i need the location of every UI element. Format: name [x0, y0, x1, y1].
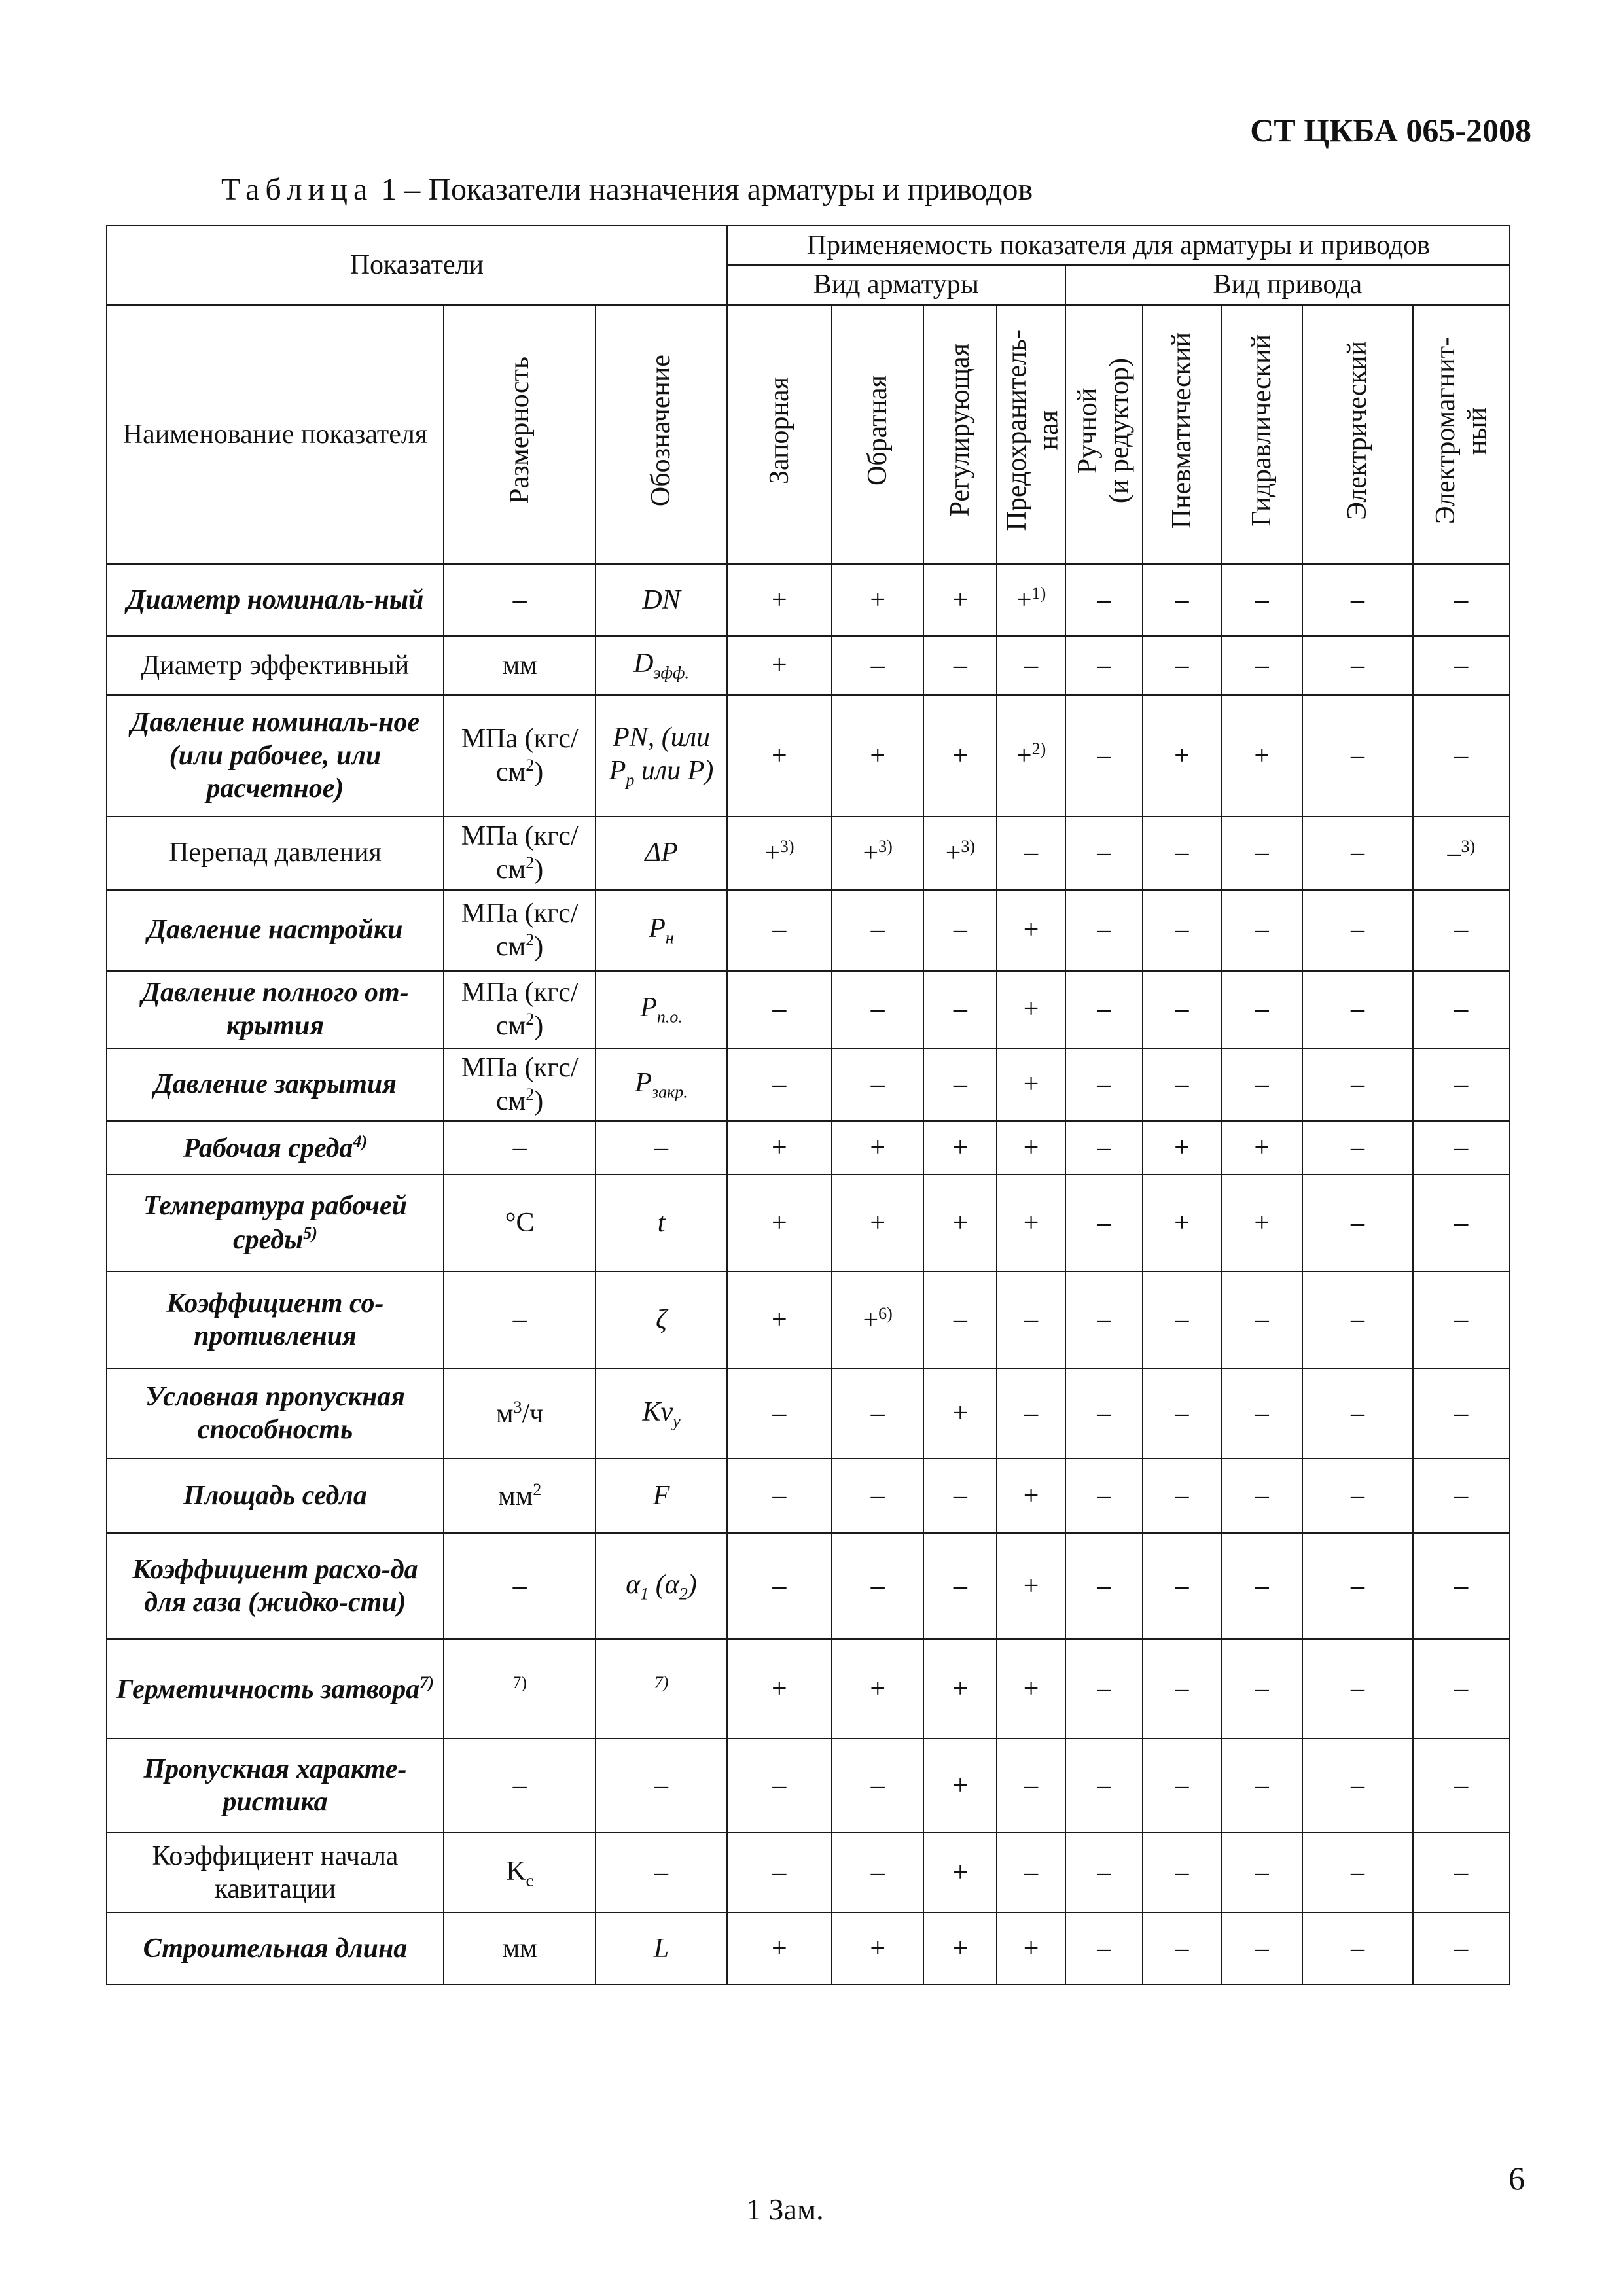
designation-cell: $\alpha_1$ $(\alpha_2)$ — [596, 1533, 726, 1639]
indicator-name: Рабочая среда$^{4)}$ — [107, 1121, 444, 1174]
applicability-mark: + — [997, 1533, 1065, 1639]
applicability-mark: + — [923, 1368, 997, 1458]
applicability-mark: – — [1065, 1833, 1143, 1913]
table-row — [107, 890, 1510, 971]
applicability-mark: – — [1065, 1271, 1143, 1368]
applicability-mark: + — [727, 1913, 832, 1985]
applicability-mark: + — [1143, 695, 1221, 817]
indicator-name: Коэффициент со-противления — [107, 1271, 444, 1368]
applicability-mark: – — [1065, 1913, 1143, 1985]
applicability-mark: – — [1302, 890, 1412, 971]
indicator-name: Коэффициент начала кавитации — [107, 1833, 444, 1913]
designation-cell: $D_{эфф.}$ — [596, 636, 726, 695]
header-fitting-check: Обратная — [832, 305, 923, 564]
applicability-mark: – — [1413, 1639, 1510, 1739]
table-row — [107, 1739, 1510, 1833]
applicability-mark: + — [727, 564, 832, 636]
applicability-mark: – — [832, 1833, 923, 1913]
applicability-mark: +$^{2)}$ — [997, 695, 1065, 817]
designation-cell: t — [596, 1174, 726, 1271]
table-row — [107, 971, 1510, 1048]
applicability-mark: – — [1302, 1833, 1412, 1913]
applicability-mark: – — [923, 636, 997, 695]
applicability-mark: – — [1302, 1048, 1412, 1122]
applicability-mark: + — [923, 1833, 997, 1913]
applicability-mark: – — [832, 1739, 923, 1833]
applicability-mark: – — [1143, 1048, 1221, 1122]
applicability-mark: +$^{1)}$ — [997, 564, 1065, 636]
applicability-mark: +$^{6)}$ — [832, 1271, 923, 1368]
applicability-mark: – — [1143, 1271, 1221, 1368]
dimension-cell: мм — [444, 1913, 596, 1985]
applicability-mark: – — [1065, 1458, 1143, 1533]
applicability-mark: + — [997, 1458, 1065, 1533]
designation-cell: – — [596, 1833, 726, 1913]
applicability-mark: + — [727, 695, 832, 817]
dimension-cell: – — [444, 1121, 596, 1174]
applicability-mark: – — [1413, 1271, 1510, 1368]
dimension-cell: – — [444, 1271, 596, 1368]
applicability-mark: – — [997, 1739, 1065, 1833]
applicability-mark: – — [1413, 695, 1510, 817]
applicability-mark: – — [1302, 971, 1412, 1048]
applicability-mark: + — [997, 1913, 1065, 1985]
amendment-note: 1 Зам. — [746, 2193, 824, 2226]
applicability-mark: – — [923, 1458, 997, 1533]
indicator-name: Диаметр номиналь-ный — [107, 564, 444, 636]
dimension-cell: – — [444, 564, 596, 636]
applicability-mark: + — [997, 890, 1065, 971]
applicability-mark: – — [1413, 971, 1510, 1048]
applicability-mark: – — [1413, 1833, 1510, 1913]
applicability-mark: + — [727, 1271, 832, 1368]
applicability-mark: – — [1143, 1833, 1221, 1913]
table-row — [107, 1833, 1510, 1913]
dimension-cell: МПа $(кгс/см^2)$ — [444, 817, 596, 890]
applicability-mark: – — [1302, 1739, 1412, 1833]
table-row — [107, 1048, 1510, 1122]
applicability-mark: – — [1413, 564, 1510, 636]
applicability-mark: +$^{3)}$ — [923, 817, 997, 890]
applicability-mark: – — [1413, 1048, 1510, 1122]
header-fitting-safety: Предохранитель- ная — [997, 305, 1065, 564]
applicability-mark: – — [832, 1458, 923, 1533]
applicability-mark: – — [923, 1533, 997, 1639]
applicability-mark: – — [1413, 1533, 1510, 1639]
applicability-mark: – — [1221, 1639, 1302, 1739]
applicability-mark: – — [997, 1833, 1065, 1913]
dimension-cell: МПа $(кгс/см^2)$ — [444, 971, 596, 1048]
applicability-mark: – — [1302, 1271, 1412, 1368]
applicability-mark: – — [832, 1533, 923, 1639]
indicator-name: Давление номиналь-ное (или рабочее, или расчетное) — [107, 695, 444, 817]
applicability-mark: – — [727, 1368, 832, 1458]
applicability-mark: + — [1221, 1121, 1302, 1174]
indicator-name: Площадь седла — [107, 1458, 444, 1533]
indicator-name: Перепад давления — [107, 817, 444, 890]
applicability-mark: – — [1065, 1739, 1143, 1833]
designation-cell: 7) — [596, 1639, 726, 1739]
designation-cell: $Kv_y$ — [596, 1368, 726, 1458]
indicator-name: Герметичность затвора$^{7)}$ — [107, 1639, 444, 1739]
applicability-mark: – — [832, 1368, 923, 1458]
header-name: Наименование показателя — [107, 305, 444, 564]
applicability-mark: + — [997, 1048, 1065, 1122]
applicability-mark: + — [832, 1913, 923, 1985]
designation-cell: PN, (или $P_р$ или P) — [596, 695, 726, 817]
applicability-mark: +$^{3)}$ — [727, 817, 832, 890]
applicability-mark: – — [923, 890, 997, 971]
indicator-name: Температура рабочей среды$^{5)}$ — [107, 1174, 444, 1271]
applicability-mark: – — [727, 971, 832, 1048]
applicability-mark: – — [997, 1271, 1065, 1368]
applicability-mark: – — [1143, 564, 1221, 636]
caption-dash: – — [404, 172, 421, 207]
applicability-mark: + — [923, 1739, 997, 1833]
applicability-mark: – — [1143, 1913, 1221, 1985]
applicability-mark: + — [832, 564, 923, 636]
dimension-cell: МПа $(кгс/см^2)$ — [444, 890, 596, 971]
designation-cell: F — [596, 1458, 726, 1533]
applicability-mark: – — [1143, 1739, 1221, 1833]
applicability-mark: + — [1221, 1174, 1302, 1271]
applicability-mark: + — [1221, 695, 1302, 817]
designation-cell: $P_{закр.}$ — [596, 1048, 726, 1122]
applicability-mark: – — [1221, 1739, 1302, 1833]
applicability-mark: + — [997, 1639, 1065, 1739]
applicability-mark: – — [1302, 564, 1412, 636]
applicability-mark: – — [923, 1048, 997, 1122]
applicability-mark: + — [923, 1174, 997, 1271]
applicability-mark: – — [1413, 890, 1510, 971]
applicability-mark: – — [1065, 1121, 1143, 1174]
indicator-name: Условная пропускная способность — [107, 1368, 444, 1458]
applicability-mark: – — [727, 1048, 832, 1122]
applicability-mark: – — [1221, 1833, 1302, 1913]
caption-label: Таблица — [221, 172, 374, 207]
applicability-mark: – — [1065, 1048, 1143, 1122]
dimension-cell: МПа $(кгс/см^2)$ — [444, 695, 596, 817]
header-fitting-shutoff: Запорная — [727, 305, 832, 564]
applicability-mark: – — [1065, 636, 1143, 695]
applicability-mark: – — [1302, 1174, 1412, 1271]
caption-text: Показатели назначения арматуры и приводов — [428, 172, 1033, 207]
caption-number: 1 — [381, 172, 397, 207]
dimension-cell: °C — [444, 1174, 596, 1271]
applicability-mark: + — [923, 564, 997, 636]
applicability-mark: – — [1413, 1739, 1510, 1833]
applicability-mark: – — [1065, 1174, 1143, 1271]
applicability-mark: – — [1413, 1121, 1510, 1174]
applicability-mark: – — [1302, 1458, 1412, 1533]
dimension-cell: $м^3/ч$ — [444, 1368, 596, 1458]
applicability-mark: – — [1065, 1368, 1143, 1458]
applicability-mark: –$^{3)}$ — [1413, 817, 1510, 890]
applicability-mark: – — [997, 1368, 1065, 1458]
applicability-mark: + — [832, 1121, 923, 1174]
applicability-mark: – — [1143, 1639, 1221, 1739]
dimension-cell: МПа $(кгс/см^2)$ — [444, 1048, 596, 1122]
applicability-mark: – — [1143, 1458, 1221, 1533]
applicability-mark: – — [1413, 636, 1510, 695]
applicability-mark: – — [1302, 695, 1412, 817]
applicability-mark: + — [832, 1174, 923, 1271]
applicability-mark: + — [923, 1913, 997, 1985]
applicability-mark: – — [1065, 890, 1143, 971]
applicability-mark: – — [832, 1048, 923, 1122]
dimension-cell: мм — [444, 636, 596, 695]
applicability-mark: – — [727, 1739, 832, 1833]
header-dimension: Размерность — [444, 305, 596, 564]
designation-cell: L — [596, 1913, 726, 1985]
applicability-mark: – — [1413, 1368, 1510, 1458]
applicability-mark: – — [1143, 890, 1221, 971]
applicability-mark: – — [1302, 1121, 1412, 1174]
applicability-mark: – — [1221, 1913, 1302, 1985]
dimension-cell: $мм^2$ — [444, 1458, 596, 1533]
applicability-mark: – — [1302, 1639, 1412, 1739]
applicability-mark: – — [832, 971, 923, 1048]
table-row — [107, 1913, 1510, 1985]
header-drive-pneumatic: Пневматический — [1143, 305, 1221, 564]
header-drive-hydraulic: Гидравлический — [1221, 305, 1302, 564]
indicator-name: Давление закрытия — [107, 1048, 444, 1122]
applicability-mark: – — [727, 1833, 832, 1913]
designation-cell: – — [596, 1121, 726, 1174]
applicability-mark: – — [923, 971, 997, 1048]
applicability-mark: – — [1143, 817, 1221, 890]
table-body — [107, 564, 1510, 1985]
header-drive-electromagnetic: Электромагнит- ный — [1413, 305, 1510, 564]
applicability-mark: + — [923, 1639, 997, 1739]
applicability-mark: – — [1221, 890, 1302, 971]
indicator-name: Строительная длина — [107, 1913, 444, 1985]
applicability-mark: + — [923, 695, 997, 817]
applicability-mark: – — [1221, 1533, 1302, 1639]
designation-cell: DN — [596, 564, 726, 636]
table-row — [107, 1121, 1510, 1174]
applicability-mark: + — [727, 636, 832, 695]
applicability-mark: + — [923, 1121, 997, 1174]
table-row — [107, 1174, 1510, 1271]
applicability-mark: + — [832, 695, 923, 817]
applicability-mark: – — [1221, 564, 1302, 636]
table-row — [107, 1639, 1510, 1739]
applicability-mark: + — [1143, 1121, 1221, 1174]
table-caption — [221, 171, 1033, 207]
designation-cell: ΔP — [596, 817, 726, 890]
applicability-mark: – — [1221, 971, 1302, 1048]
header-drive-manual: Ручной (и редуктор) — [1065, 305, 1143, 564]
table-row — [107, 817, 1510, 890]
table-row — [107, 1271, 1510, 1368]
designation-cell: $P_н$ — [596, 890, 726, 971]
applicability-mark: – — [1413, 1913, 1510, 1985]
applicability-mark: – — [1065, 1639, 1143, 1739]
designation-cell: ζ — [596, 1271, 726, 1368]
applicability-mark: – — [1221, 1048, 1302, 1122]
header-drive-electric: Электрический — [1302, 305, 1412, 564]
designation-cell: – — [596, 1739, 726, 1833]
page-number: 6 — [1508, 2160, 1525, 2197]
applicability-mark: – — [1413, 1458, 1510, 1533]
indicator-name: Давление полного от-крытия — [107, 971, 444, 1048]
indicator-name: Пропускная характе-ристика — [107, 1739, 444, 1833]
applicability-mark: – — [727, 1458, 832, 1533]
applicability-mark: – — [923, 1271, 997, 1368]
indicator-name: Диаметр эффективный — [107, 636, 444, 695]
dimension-cell: – — [444, 1739, 596, 1833]
applicability-mark: – — [1221, 817, 1302, 890]
document-id: СТ ЦКБА 065-2008 — [1250, 112, 1531, 149]
table-row — [107, 1458, 1510, 1533]
applicability-mark: – — [1221, 1458, 1302, 1533]
applicability-mark: – — [832, 636, 923, 695]
applicability-mark: – — [1143, 636, 1221, 695]
applicability-mark: – — [1221, 1271, 1302, 1368]
header-indicators: Показатели — [107, 226, 727, 305]
applicability-mark: – — [1302, 1533, 1412, 1639]
applicability-mark: +$^{3)}$ — [832, 817, 923, 890]
applicability-mark: – — [1302, 636, 1412, 695]
applicability-mark: – — [1143, 1533, 1221, 1639]
applicability-mark: – — [1302, 1913, 1412, 1985]
header-fitting-control: Регулирующая — [923, 305, 997, 564]
dimension-cell: $K_c$ — [444, 1833, 596, 1913]
applicability-mark: – — [1065, 817, 1143, 890]
applicability-mark: – — [1221, 636, 1302, 695]
header-drive-type: Вид привода — [1065, 265, 1510, 304]
applicability-mark: – — [727, 1533, 832, 1639]
dimension-cell: 7) — [444, 1639, 596, 1739]
indicator-name: Коэффициент расхо-да для газа (жидко-сти) — [107, 1533, 444, 1639]
applicability-mark: – — [997, 636, 1065, 695]
applicability-mark: – — [1302, 1368, 1412, 1458]
indicator-name: Давление настройки — [107, 890, 444, 971]
table-row — [107, 1368, 1510, 1458]
applicability-mark: – — [1221, 1368, 1302, 1458]
designation-cell: $P_{п.о.}$ — [596, 971, 726, 1048]
applicability-mark: + — [997, 971, 1065, 1048]
applicability-mark: + — [727, 1121, 832, 1174]
table-row — [107, 636, 1510, 695]
applicability-mark: – — [1065, 1533, 1143, 1639]
applicability-mark: – — [832, 890, 923, 971]
applicability-mark: – — [727, 890, 832, 971]
applicability-mark: – — [1065, 695, 1143, 817]
applicability-mark: + — [997, 1174, 1065, 1271]
applicability-mark: – — [1143, 1368, 1221, 1458]
indicators-table — [106, 225, 1510, 1985]
table-row — [107, 695, 1510, 817]
header-designation: Обозначение — [596, 305, 726, 564]
table-row — [107, 1533, 1510, 1639]
applicability-mark: + — [832, 1639, 923, 1739]
applicability-mark: – — [1143, 971, 1221, 1048]
applicability-mark: – — [1413, 1174, 1510, 1271]
applicability-mark: – — [1065, 971, 1143, 1048]
applicability-mark: + — [1143, 1174, 1221, 1271]
applicability-mark: + — [727, 1174, 832, 1271]
applicability-mark: – — [1302, 817, 1412, 890]
applicability-mark: + — [727, 1639, 832, 1739]
table-row — [107, 564, 1510, 636]
applicability-mark: + — [997, 1121, 1065, 1174]
applicability-mark: – — [997, 817, 1065, 890]
applicability-mark: – — [1065, 564, 1143, 636]
header-fitting-type: Вид арматуры — [727, 265, 1065, 304]
dimension-cell: – — [444, 1533, 596, 1639]
header-applicability: Применяемость показателя для арматуры и приводов — [727, 226, 1510, 265]
